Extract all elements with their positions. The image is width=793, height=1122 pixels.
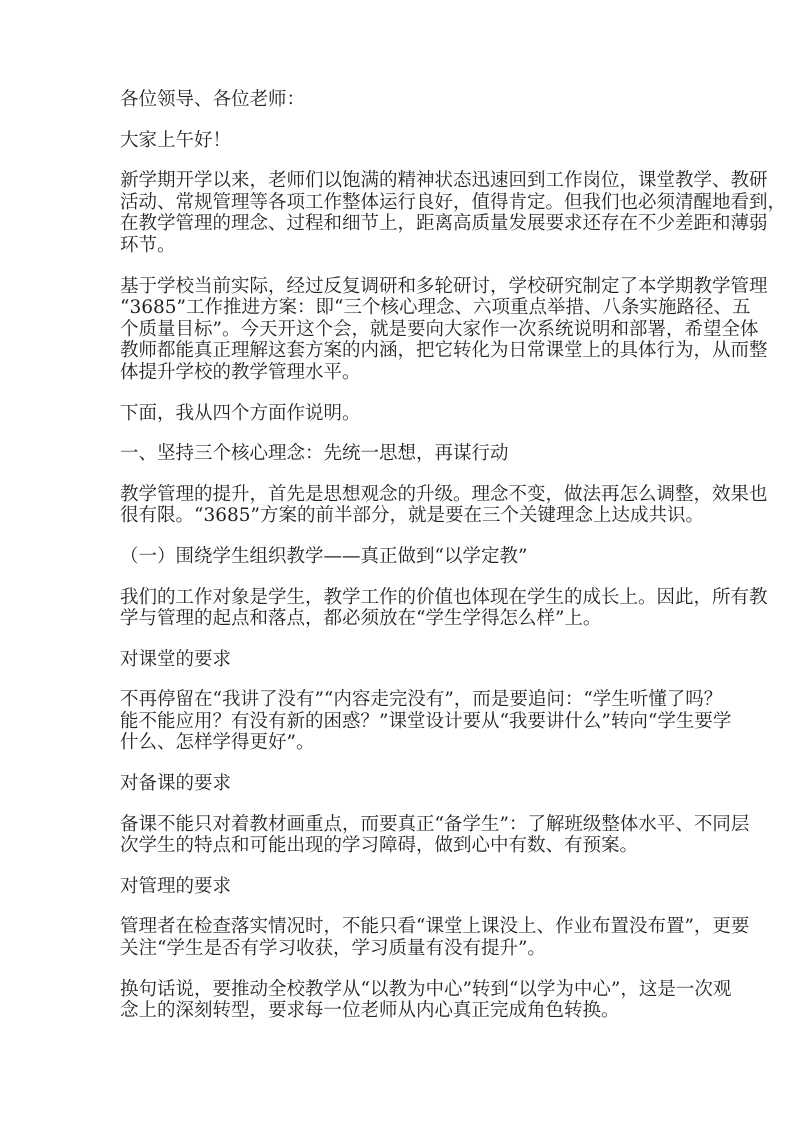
paragraph	[120, 689, 732, 754]
text-line: 我们的工作对象是学生，教学工作的价值也体现在学生的成长上。因此，所有教	[120, 586, 768, 608]
text-line: 不再停留在“我讲了没有”“内容走完没有”，而是要追问：“学生听懂了吗？	[120, 689, 723, 711]
text-line: 体提升学校的教学管理水平。	[120, 361, 361, 383]
text-line: 什么、怎样学得更好”。	[120, 732, 315, 754]
text-line: 很有限。“3685”方案的前半部分，就是要在三个关键理念上达成共识。	[120, 505, 704, 527]
text-line: 下面，我从四个方面作说明。	[120, 402, 361, 424]
paragraph	[120, 586, 768, 630]
text-line: 新学期开学以来，老师们以饱满的精神状态迅速回到工作岗位，课堂教学、教研	[120, 170, 768, 192]
paragraph	[120, 89, 673, 111]
text-line: 教师都能真正理解这套方案的内涵，把它转化为日常课堂上的具体行为，从而整	[120, 340, 768, 362]
text-line: 学与管理的起点和落点，都必须放在“学生学得怎么样”上。	[120, 608, 602, 630]
text-line: 对管理的要求	[120, 875, 232, 897]
text-line: “3685”工作推进方案：即“三个核心理念、六项重点举措、八条实施路径、五	[120, 297, 751, 319]
paragraph	[120, 813, 750, 857]
paragraph	[120, 876, 673, 898]
paragraph	[120, 546, 673, 568]
text-line: 基于学校当前实际，经过反复调研和多轮研讨，学校研究制定了本学期教学管理	[120, 275, 768, 297]
paragraph	[120, 170, 787, 256]
text-line: 念上的深刻转型，要求每一位老师从内心真正完成角色转换。	[120, 1000, 620, 1022]
text-line: 环节。	[120, 234, 176, 256]
paragraph	[120, 443, 673, 465]
paragraph	[120, 773, 673, 795]
text-line: 管理者在检查落实情况时，不能只看“课堂上课没上、作业布置没布置”，更要	[120, 916, 750, 938]
text-line: 一、坚持三个核心理念：先统一思想，再谋行动	[120, 443, 509, 465]
paragraph	[120, 403, 673, 425]
text-line: 换句话说，要推动全校教学从“以教为中心”转到“以学为中心”，这是一次观	[120, 978, 732, 1000]
paragraph	[120, 483, 768, 527]
text-line: 备课不能只对着教材画重点，而要真正“备学生”：了解班级整体水平、不同层	[120, 813, 750, 835]
text-line: （一）围绕学生组织教学——真正做到“以学定教”	[120, 545, 528, 567]
document-body	[120, 89, 787, 1041]
paragraph	[120, 916, 750, 960]
text-line: 活动、常规管理等各项工作整体运行良好，值得肯定。但我们也必须清醒地看到，	[120, 191, 787, 213]
text-line: 次学生的特点和可能出现的学习障碍，做到心中有数、有预案。	[120, 835, 639, 857]
text-line: 对课堂的要求	[120, 648, 232, 670]
paragraph	[120, 649, 673, 671]
text-line: 关注“学生是否有学习收获，学习质量有没有提升”。	[120, 938, 546, 960]
text-line: 对备课的要求	[120, 773, 232, 795]
text-line: 个质量目标”。今天开这个会，就是要向大家作一次系统说明和部署，希望全体	[120, 318, 759, 340]
paragraph	[120, 978, 732, 1022]
text-line: 大家上午好！	[120, 129, 232, 151]
paragraph	[120, 275, 768, 384]
paragraph	[120, 130, 673, 152]
text-line: 在教学管理的理念、过程和细节上，距离高质量发展要求还存在不少差距和薄弱	[120, 213, 768, 235]
text-line: 教学管理的提升，首先是思想观念的升级。理念不变，做法再怎么调整，效果也	[120, 483, 768, 505]
text-line: 各位领导、各位老师：	[120, 89, 306, 110]
text-line: 能不能应用？有没有新的困惑？”课堂设计要从“我要讲什么”转向“学生要学	[120, 710, 732, 732]
